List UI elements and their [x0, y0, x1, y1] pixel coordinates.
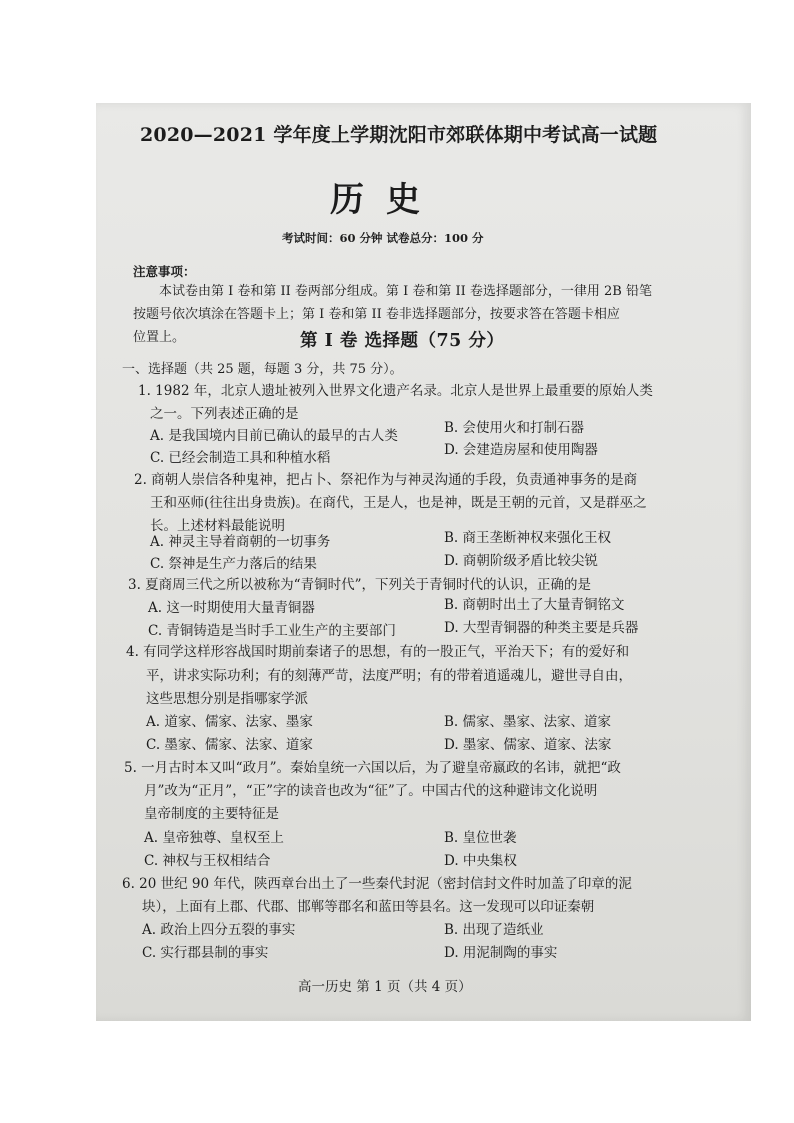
- question-5-line: 月”改为“正月”，“正”字的读音也改为“征”了。中国古代的这种避讳文化说明: [144, 783, 598, 799]
- question-2-option-d: D. 商朝阶级矛盾比较尖锐: [444, 553, 598, 569]
- question-5-line: 皇帝制度的主要特征是: [144, 806, 279, 822]
- question-1-option-a: A. 是我国境内目前已确认的最早的古人类: [150, 428, 398, 444]
- question-1-line: 1. 1982 年，北京人遗址被列入世界文化遗产名录。北京人是世界上最重要的原始人类: [138, 383, 653, 399]
- question-4-line: 平，讲求实际功利；有的刻薄严苛，法度严明；有的带着逍遥魂儿，避世寻自由，: [146, 668, 632, 684]
- question-4-option-b: B. 儒家、墨家、法家、道家: [444, 714, 612, 730]
- question-2-option-a: A. 神灵主导着商朝的一切事务: [150, 534, 331, 550]
- question-6-line: 块），上面有上郡、代郡、邯郸等郡名和蓝田等县名。这一发现可以印证秦朝: [142, 899, 595, 915]
- question-1-option-c: C. 已经会制造工具和种植水稻: [150, 450, 331, 466]
- notes-line: 本试卷由第 I 卷和第 II 卷两部分组成。第 I 卷和第 II 卷选择题部分，一律用 2B 铅笔: [159, 284, 652, 299]
- exam-meta: 考试时间：60 分钟 试卷总分：100 分: [282, 231, 484, 245]
- question-4-option-a: A. 道家、儒家、法家、墨家: [146, 714, 313, 730]
- question-4-option-d: D. 墨家、儒家、道家、法家: [444, 737, 612, 753]
- question-3-option-b: B. 商朝时出土了大量青铜铭文: [444, 597, 625, 613]
- question-2-option-c: C. 祭神是生产力落后的结果: [150, 556, 317, 572]
- question-6-option-a: A. 政治上四分五裂的事实: [142, 922, 296, 938]
- question-2-line: 长。上述材料最能说明: [150, 518, 285, 534]
- question-5-option-a: A. 皇帝独尊、皇权至上: [144, 830, 284, 846]
- question-5-option-d: D. 中央集权: [444, 853, 517, 869]
- question-5-option-c: C. 神权与王权相结合: [144, 853, 271, 869]
- question-3-option-d: D. 大型青铜器的种类主要是兵器: [444, 620, 639, 636]
- question-1-option-b: B. 会使用火和打制石器: [444, 420, 585, 436]
- section-subtitle: 一、选择题（共 25 题，每题 3 分，共 75 分）。: [122, 362, 403, 377]
- question-3-option-c: C. 青铜铸造是当时手工业生产的主要部门: [148, 623, 396, 639]
- question-2-line: 2. 商朝人崇信各种鬼神，把占卜、祭祀作为与神灵沟通的手段，负责通神事务的是商: [134, 472, 638, 488]
- notes-line: 按题号依次填涂在答题卡上；第 I 卷和第 II 卷非选择题部分，按要求答在答题卡相应: [133, 307, 620, 322]
- question-1-option-d: D. 会建造房屋和使用陶器: [444, 442, 598, 458]
- question-6-option-c: C. 实行郡县制的事实: [142, 945, 269, 961]
- exam-title: 2020—2021 学年度上学期沈阳市郊联体期中考试高一试题: [140, 124, 658, 146]
- section-title: 第 I 卷 选择题（75 分）: [300, 331, 505, 351]
- question-4-option-c: C. 墨家、儒家、法家、道家: [146, 737, 313, 753]
- question-2-option-b: B. 商王垄断神权来强化王权: [444, 530, 612, 546]
- question-3-option-a: A. 这一时期使用大量青铜器: [148, 600, 315, 616]
- question-6-line: 6. 20 世纪 90 年代，陕西章台出土了一些秦代封泥（密封信封文件时加盖了印章的泥: [122, 876, 632, 892]
- question-2-line: 王和巫师(往往出身贵族)。在商代，王是人，也是神，既是王朝的元首，又是群巫之: [150, 495, 647, 511]
- notes-heading: 注意事项：: [133, 264, 196, 279]
- question-6-option-b: B. 出现了造纸业: [444, 922, 544, 938]
- page-footer: 高一历史 第 1 页（共 4 页）: [298, 979, 472, 995]
- subject-title: 历史: [330, 180, 442, 220]
- question-4-line: 这些思想分别是指哪家学派: [146, 691, 308, 707]
- question-4-line: 4. 有同学这样形容战国时期前秦诸子的思想，有的一股正气，平治天下；有的爱好和: [126, 644, 630, 660]
- question-6-option-d: D. 用泥制陶的事实: [444, 945, 558, 961]
- question-5-line: 5. 一月古时本又叫“政月”。秦始皇统一六国以后，为了避皇帝嬴政的名讳，就把“政: [124, 760, 621, 776]
- question-3-line: 3. 夏商周三代之所以被称为“青铜时代”，下列关于青铜时代的认识，正确的是: [128, 577, 591, 593]
- question-5-option-b: B. 皇位世袭: [444, 830, 517, 846]
- question-1-line: 之一。下列表述正确的是: [150, 406, 299, 422]
- notes-line: 位置上。: [133, 330, 186, 345]
